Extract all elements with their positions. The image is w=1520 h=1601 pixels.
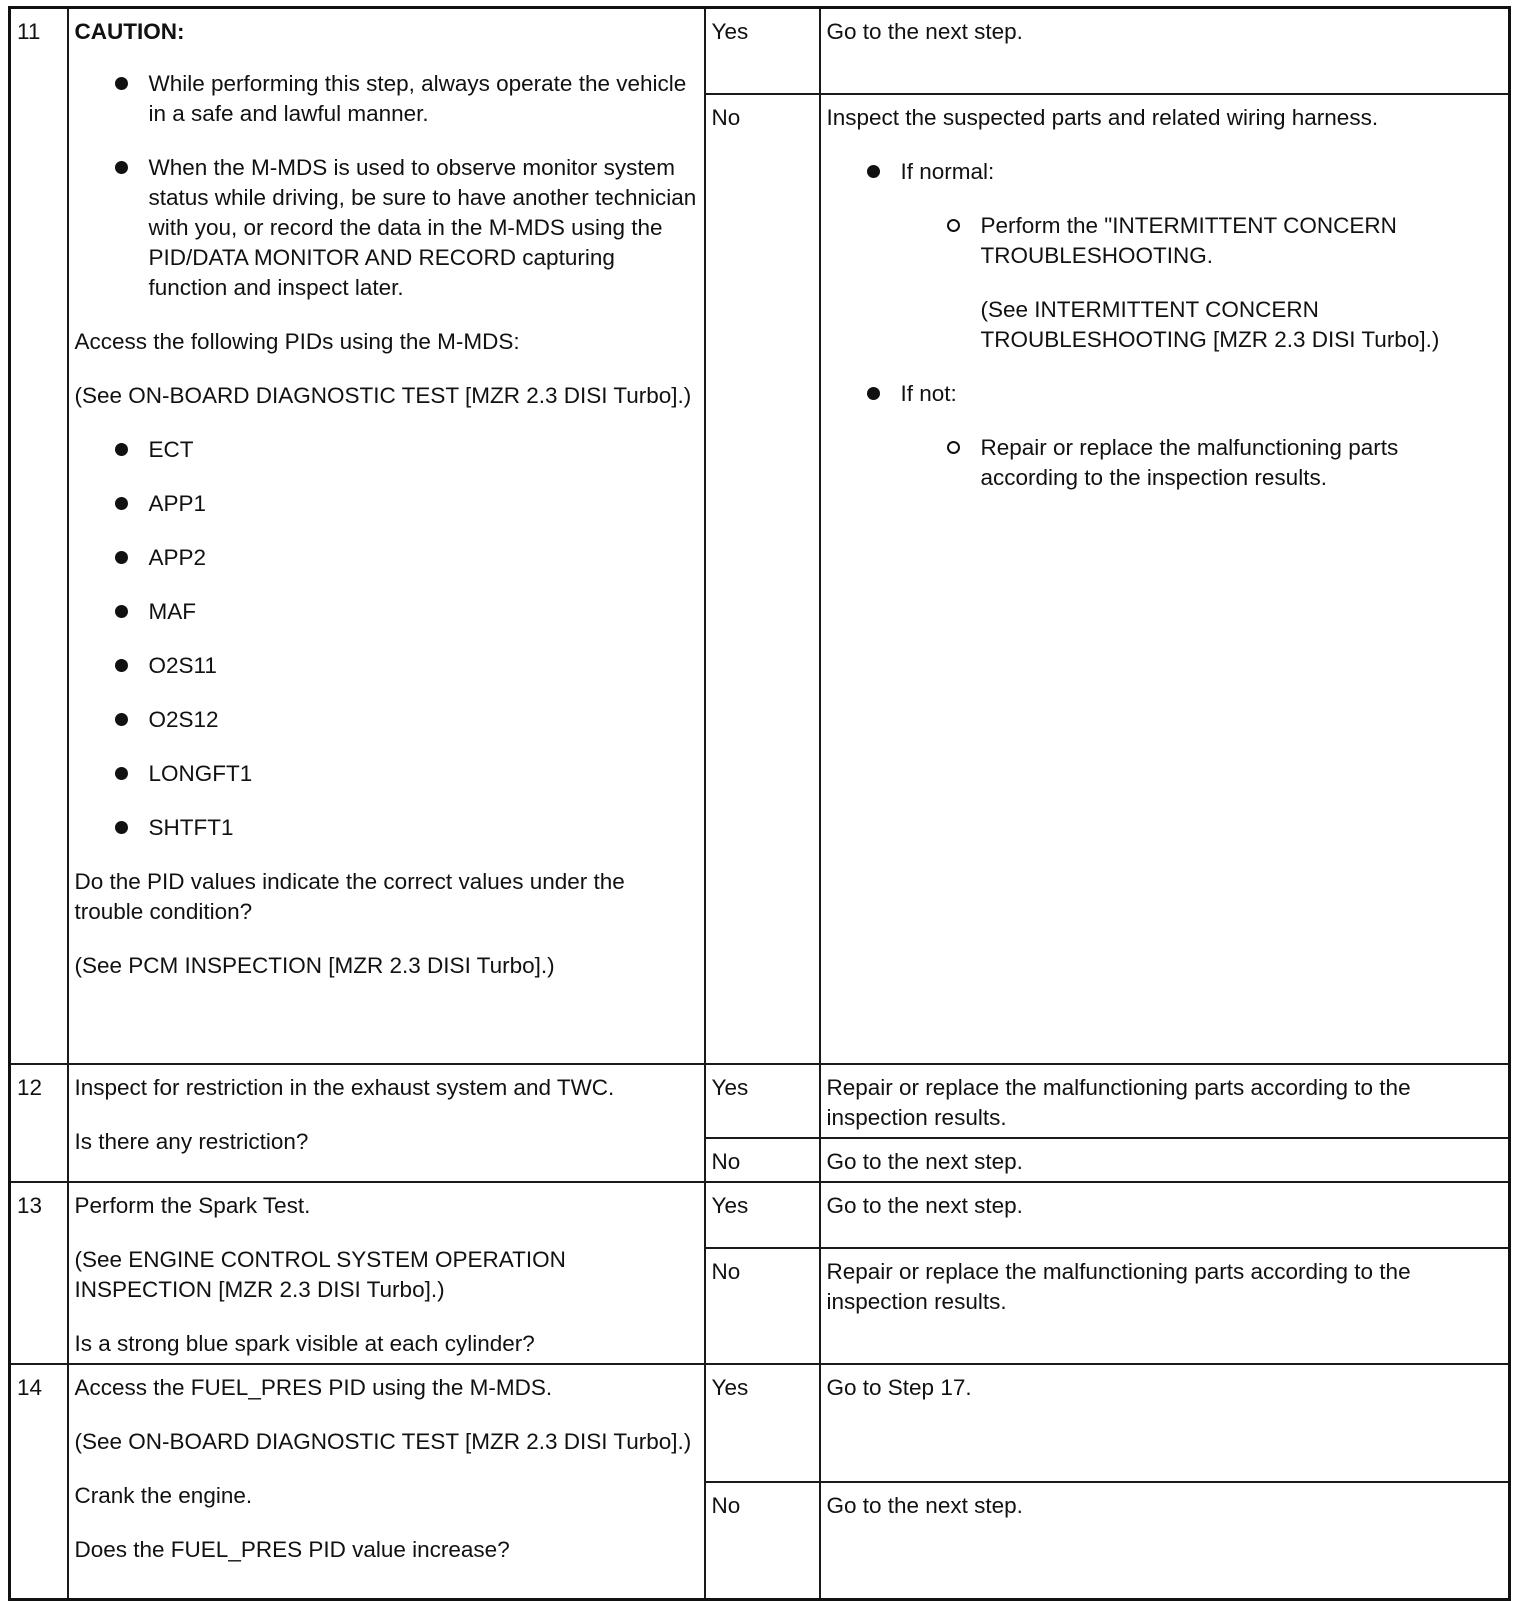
bullet-icon — [115, 497, 128, 510]
question-text: Is there any restriction? — [74, 1128, 309, 1154]
no-label: No — [705, 1482, 820, 1600]
bullet-icon — [115, 443, 128, 456]
circle-bullet-icon — [947, 441, 960, 454]
see-reference: (See PCM INSPECTION [MZR 2.3 DISI Turbo].) — [74, 953, 555, 978]
no-action: Inspect the suspected parts and related wiring harness. If normal: Perform the "INTERMITTENT CONCERN TROUBLESHOOTING. (See INTERMITTENT CONCERN TROUBLESHOOTING [MZR 2.3 DISI Turbo].) If not: Repair or replace the malfunctioning parts according to the inspection results. — [820, 94, 1510, 1064]
circle-bullet-icon — [947, 219, 960, 232]
result-list — [827, 157, 1503, 187]
not-action-item: Repair or replace the malfunctioning parts according to the inspection results. — [827, 433, 1503, 493]
pid-item: APP1 — [75, 489, 698, 519]
normal-sub-list — [827, 211, 1503, 271]
if-not-item: If not: — [827, 379, 1503, 409]
step-number: 12 — [10, 1064, 68, 1182]
normal-action-item: Perform the "INTERMITTENT CONCERN TROUBLESHOOTING. — [827, 211, 1503, 271]
pid-list — [75, 435, 698, 843]
step-13-yes-row — [10, 1182, 1510, 1249]
see-reference: (See INTERMITTENT CONCERN TROUBLESHOOTING [MZR 2.3 DISI Turbo].) — [980, 296, 1440, 352]
bullet-icon — [867, 387, 880, 400]
access-text: Access the following PIDs using the M-MDS: — [74, 329, 520, 354]
result-list — [827, 379, 1503, 409]
troubleshooting-table-container — [8, 6, 1511, 1594]
step-11-yes-row — [10, 8, 1510, 94]
caution-item: When the M-MDS is used to observe monitor system status while driving, be sure to have another technician with you, or record the data in the M-MDS using the PID/DATA MONITOR AND RECORD capturing function and inspect later. — [75, 153, 698, 303]
no-action: Repair or replace the malfunctioning parts according to the inspection results. — [820, 1248, 1510, 1363]
no-action: Go to the next step. — [820, 1138, 1510, 1182]
caution-list — [75, 69, 698, 303]
bullet-icon — [115, 605, 128, 618]
yes-action: Go to the next step. — [820, 8, 1510, 94]
question-text: Do the PID values indicate the correct values under the trouble condition? — [74, 869, 625, 924]
bullet-icon — [115, 767, 128, 780]
step-14-yes-row — [10, 1364, 1510, 1482]
bullet-icon — [115, 77, 128, 90]
question-text: Is a strong blue spark visible at each cylinder? — [74, 1330, 535, 1356]
caution-item: While performing this step, always operate the vehicle in a safe and lawful manner. — [75, 69, 698, 129]
step-action: Inspect for restriction in the exhaust system and TWC. Is there any restriction? — [68, 1064, 705, 1182]
pid-item: O2S11 — [75, 651, 698, 681]
bullet-icon — [115, 713, 128, 726]
if-normal-item: If normal: — [827, 157, 1503, 187]
pid-item: LONGFT1 — [75, 759, 698, 789]
yes-action: Repair or replace the malfunctioning parts according to the inspection results. — [820, 1064, 1510, 1138]
bullet-icon — [115, 821, 128, 834]
step-action: Access the FUEL_PRES PID using the M-MDS. (See ON-BOARD DIAGNOSTIC TEST [MZR 2.3 DISI Turbo].) Crank the engine. Does the FUEL_PRES PID value increase? — [68, 1364, 705, 1600]
step-number: 13 — [10, 1182, 68, 1364]
step-action: Perform the Spark Test. (See ENGINE CONTROL SYSTEM OPERATION INSPECTION [MZR 2.3 DISI Turbo].) Is a strong blue spark visible at each cylinder? — [68, 1182, 705, 1364]
yes-label: Yes — [705, 1364, 820, 1482]
step-12-yes-row — [10, 1064, 1510, 1138]
bullet-icon — [867, 165, 880, 178]
pid-item: SHTFT1 — [75, 813, 698, 843]
no-label: No — [705, 94, 820, 1064]
bullet-icon — [115, 659, 128, 672]
yes-label: Yes — [705, 8, 820, 94]
step-number: 14 — [10, 1364, 68, 1600]
caution-label: CAUTION: — [74, 19, 185, 44]
no-action: Go to the next step. — [820, 1482, 1510, 1600]
see-reference: (See ON-BOARD DIAGNOSTIC TEST [MZR 2.3 DISI Turbo].) — [74, 1428, 692, 1454]
pid-item: MAF — [75, 597, 698, 627]
question-text: Does the FUEL_PRES PID value increase? — [74, 1536, 510, 1562]
yes-action: Go to Step 17. — [820, 1364, 1510, 1482]
step-action — [68, 8, 705, 1064]
bullet-icon — [115, 551, 128, 564]
pid-item: O2S12 — [75, 705, 698, 735]
yes-action: Go to the next step. — [820, 1182, 1510, 1249]
see-reference: (See ON-BOARD DIAGNOSTIC TEST [MZR 2.3 DISI Turbo].) — [74, 383, 692, 408]
troubleshooting-table — [8, 6, 1511, 1601]
pid-item: ECT — [75, 435, 698, 465]
yes-label: Yes — [705, 1182, 820, 1249]
see-reference: (See ENGINE CONTROL SYSTEM OPERATION INSPECTION [MZR 2.3 DISI Turbo].) — [74, 1246, 566, 1302]
step-number: 11 — [10, 8, 68, 1064]
not-sub-list — [827, 433, 1503, 493]
bullet-icon — [115, 161, 128, 174]
no-label: No — [705, 1248, 820, 1363]
pid-item: APP2 — [75, 543, 698, 573]
yes-label: Yes — [705, 1064, 820, 1138]
no-label: No — [705, 1138, 820, 1182]
